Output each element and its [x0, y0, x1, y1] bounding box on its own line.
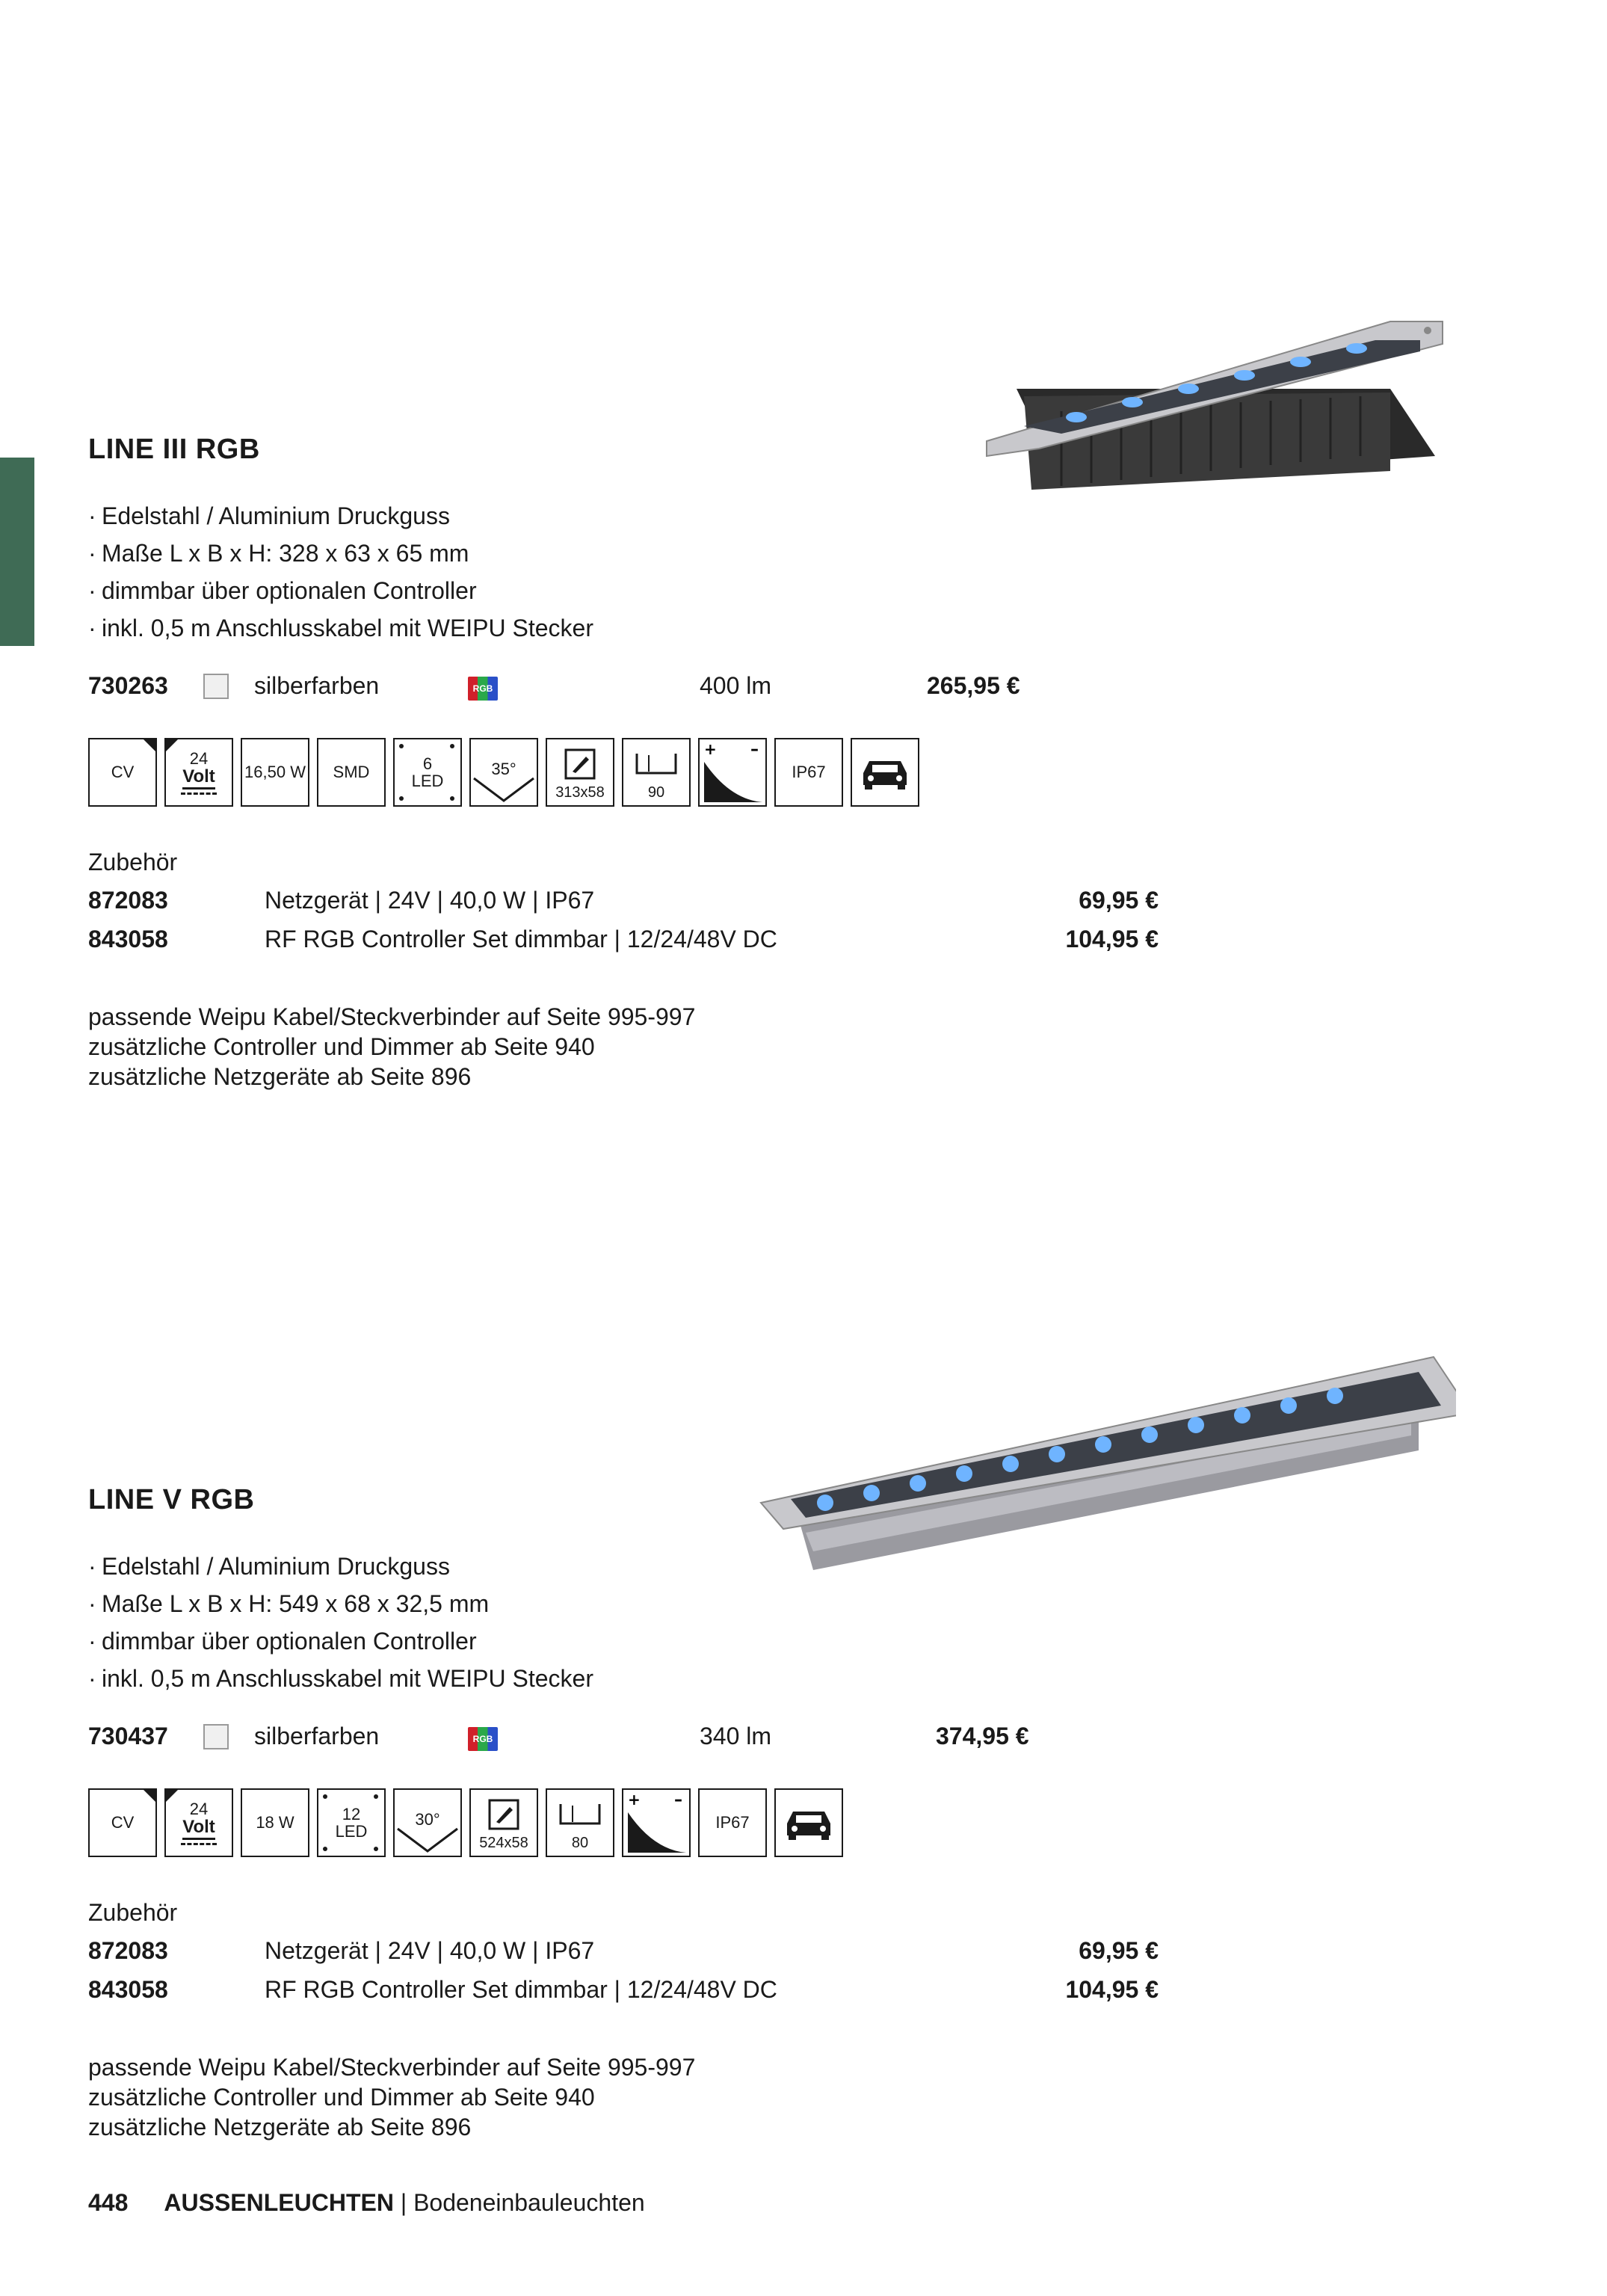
accessory-price: 69,95 €: [1079, 887, 1159, 914]
beam-angle-icon: 35°: [469, 738, 538, 807]
accessory-number: 843058: [88, 1976, 168, 2003]
feature-item: · Maße L x B x H: 549 x 68 x 32,5 mm: [88, 1590, 490, 1617]
accessory-description: RF RGB Controller Set dimmbar | 12/24/48V DC: [265, 1976, 777, 2003]
cutout-icon: 524x58: [469, 1788, 538, 1857]
accessories-heading: Zubehör: [88, 849, 178, 875]
voltage-icon: 24 Volt: [164, 1788, 233, 1857]
feature-list: [88, 1548, 1150, 1697]
notes: [88, 2052, 1150, 2142]
order-row: [88, 1715, 1150, 1760]
cutout-icon: 313x58: [546, 738, 614, 807]
svg-text:–: –: [674, 1791, 682, 1809]
accessory-row: [88, 1937, 1159, 1976]
accessory-number: 872083: [88, 1937, 168, 1964]
feature-item: · Edelstahl / Aluminium Druckguss: [88, 1553, 450, 1580]
lumen-value: 340 lm: [700, 1723, 772, 1749]
note-line: zusätzliche Netzgeräte ab Seite 896: [88, 1063, 472, 1090]
cv-icon: CV: [88, 1788, 157, 1857]
accessory-row: [88, 887, 1159, 926]
accessory-number: 872083: [88, 887, 168, 914]
ip-rating-icon: IP67: [698, 1788, 767, 1857]
price: 265,95 €: [927, 672, 1020, 699]
accessories-heading: Zubehör: [88, 1899, 178, 1926]
depth-icon: 90: [622, 738, 691, 807]
color-name: silberfarben: [254, 1723, 380, 1749]
feature-item: · Edelstahl / Aluminium Druckguss: [88, 502, 450, 529]
spec-icon-row: [88, 738, 1150, 807]
feature-item: · inkl. 0,5 m Anschlusskabel mit WEIPU Stecker: [88, 615, 593, 641]
led-count-icon: 12 LED: [317, 1788, 386, 1857]
lumen-value: 400 lm: [700, 672, 772, 699]
accessory-price: 104,95 €: [1065, 1976, 1159, 2003]
ip-rating-icon: IP67: [774, 738, 843, 807]
subsection-title: Bodeneinbauleuchten: [413, 2189, 645, 2216]
dimmable-icon: [622, 1788, 691, 1857]
price: 374,95 €: [936, 1723, 1029, 1749]
order-row: [88, 665, 1150, 710]
rgb-icon: RGB: [468, 677, 498, 701]
feature-list: [88, 497, 1150, 647]
rgb-icon: RGB: [468, 1727, 498, 1751]
cv-icon: CV: [88, 738, 157, 807]
color-swatch: [203, 674, 229, 699]
color-swatch: [203, 1724, 229, 1749]
smd-icon: SMD: [317, 738, 386, 807]
depth-icon: 80: [546, 1788, 614, 1857]
accessory-number: 843058: [88, 926, 168, 952]
dimmable-icon: [698, 738, 767, 807]
product-line-iii-rgb: [88, 434, 1159, 1092]
page-footer: [88, 2189, 645, 2217]
accessory-price: 69,95 €: [1079, 1937, 1159, 1964]
note-line: zusätzliche Netzgeräte ab Seite 896: [88, 2114, 472, 2140]
note-line: passende Weipu Kabel/Steckverbinder auf Seite 995-997: [88, 2054, 696, 2081]
chapter-tab-marker: [0, 458, 34, 646]
accessory-description: RF RGB Controller Set dimmbar | 12/24/48V DC: [265, 926, 777, 952]
accessory-row: [88, 1976, 1159, 2015]
accessory-description: Netzgerät | 24V | 40,0 W | IP67: [265, 1937, 595, 1964]
accessories-section: [88, 849, 1159, 964]
car-drive-over-icon: [851, 738, 919, 807]
feature-item: · dimmbar über optionalen Controller: [88, 1628, 477, 1655]
section-title: AUSSENLEUCHTEN: [164, 2189, 394, 2216]
notes: [88, 1002, 1150, 1092]
accessory-price: 104,95 €: [1065, 926, 1159, 952]
spec-icon-row: [88, 1788, 1150, 1857]
wattage-icon: 18 W: [241, 1788, 309, 1857]
accessory-description: Netzgerät | 24V | 40,0 W | IP67: [265, 887, 595, 914]
feature-item: · Maße L x B x H: 328 x 63 x 65 mm: [88, 540, 469, 567]
beam-angle-icon: 30°: [393, 1788, 462, 1857]
note-line: zusätzliche Controller und Dimmer ab Seite 940: [88, 2084, 595, 2111]
svg-text:+: +: [704, 740, 717, 758]
article-number: 730263: [88, 672, 168, 699]
color-name: silberfarben: [254, 672, 380, 699]
accessories-section: [88, 1899, 1159, 2015]
svg-text:+: +: [628, 1791, 641, 1809]
product-line-v-rgb: [88, 1484, 1159, 2142]
note-line: zusätzliche Controller und Dimmer ab Seite 940: [88, 1033, 595, 1060]
feature-item: · dimmbar über optionalen Controller: [88, 577, 477, 604]
product-title: LINE V RGB: [88, 1484, 255, 1515]
article-number: 730437: [88, 1723, 168, 1749]
voltage-icon: 24 Volt: [164, 738, 233, 807]
note-line: passende Weipu Kabel/Steckverbinder auf Seite 995-997: [88, 1003, 696, 1030]
footer-separator: |: [393, 2189, 414, 2216]
car-drive-over-icon: [774, 1788, 843, 1857]
feature-item: · inkl. 0,5 m Anschlusskabel mit WEIPU Stecker: [88, 1665, 593, 1692]
led-count-icon: 6 LED: [393, 738, 462, 807]
page-number: 448: [88, 2189, 129, 2216]
wattage-icon: 16,50 W: [241, 738, 309, 807]
accessory-row: [88, 926, 1159, 964]
product-title: LINE III RGB: [88, 434, 260, 465]
svg-text:–: –: [750, 740, 759, 759]
